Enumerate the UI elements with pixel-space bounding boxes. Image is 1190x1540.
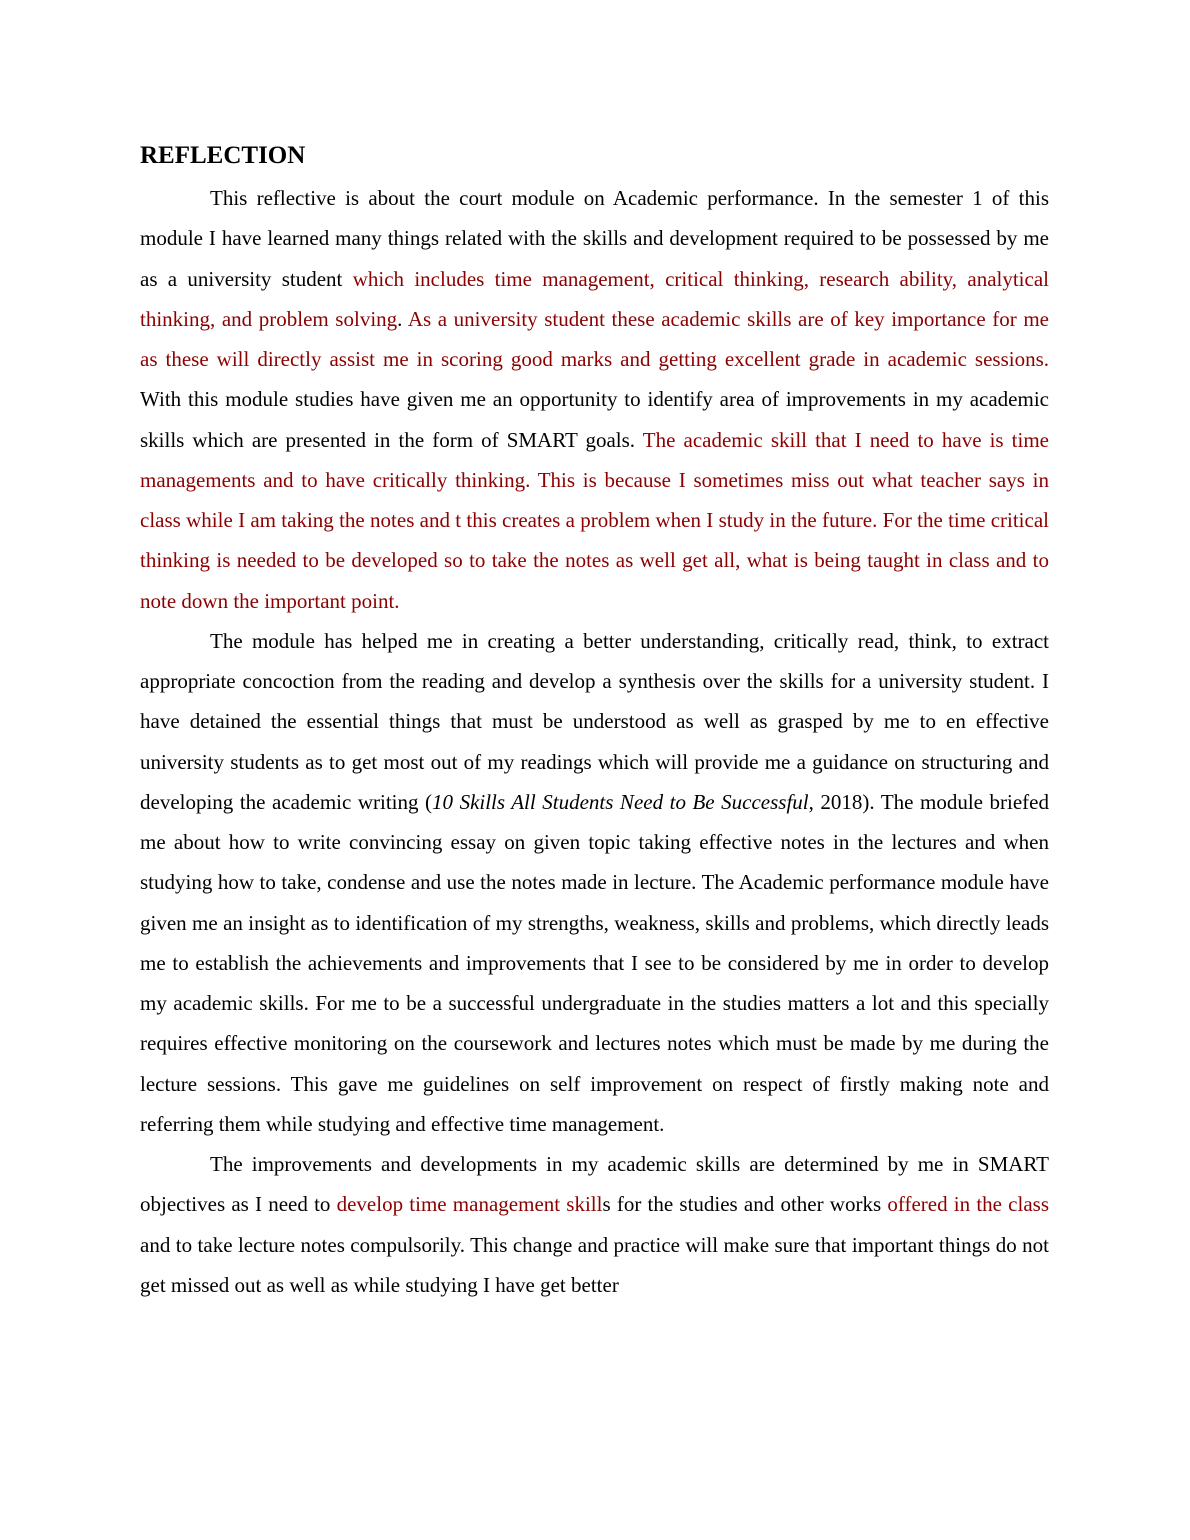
text-run: The improvements and developments in my academic skills are determined by me in SMART objectives as I need to — [140, 1152, 1049, 1217]
text-run: and to take lecture notes compulsorily. This change and practice will make sure that important things do not get missed out as well as while studying I have get better — [140, 1232, 1049, 1297]
highlighted-text-run: which includes time management, critical thinking, research ability, analytical thinking, and problem solving — [140, 266, 1049, 331]
paragraph-2 — [140, 621, 1049, 1144]
text-run: . — [397, 306, 408, 331]
highlighted-text-run: offered in the class — [887, 1192, 1049, 1217]
text-run: The module has helped me in creating a better understanding, critically read, think, to extract appropriate concoction from the reading and develop a synthesis over the skills for a university student. I have detained the essential things that must be understood as well as grasped by me to en effective university students as to get most out of my readings which will provide me a guidance on structuring and developing the academic writing ( — [140, 628, 1049, 814]
paragraph-1 — [140, 178, 1049, 621]
highlighted-text-run: develop time management skill — [336, 1192, 603, 1217]
text-run: With this module studies have given me an opportunity to identify area of improvements in my academic skills which are presented in the form of SMART goals. — [140, 387, 1049, 452]
citation-title: 10 Skills All Students Need to Be Successful — [432, 789, 809, 814]
document-page — [140, 138, 1049, 1305]
highlighted-text-run: As a university student these academic skills are of key importance for me as these will directly assist me in scoring good marks and getting excellent grade in academic sessions. — [140, 306, 1049, 371]
text-run: , 2018). The module briefed me about how to write convincing essay on given topic taking effective notes in the lectures and when studying how to take, condense and use the notes made in lecture. The Academic performance module have given me an insight as to identification of my strengths, weakness, skills and problems, which directly leads me to establish the achievements and improvements that I see to be considered by me in order to develop my academic skills. For me to be a successful undergraduate in the studies matters a lot and this specially requires effective monitoring on the coursework and lectures notes which must be made by me during the lecture sessions. This gave me guidelines on self improvement on respect of firstly making note and referring them while studying and effective time management. — [140, 789, 1049, 1136]
highlighted-text-run: The academic skill that I need to have is time managements and to have critically thinking. This is because I sometimes miss out what teacher says in class while I am taking the notes and t this creates a problem when I study in the future. For the time critical thinking is needed to be developed so to take the notes as well get all, what is being taught in class and to note down the important point. — [140, 427, 1049, 613]
page-title: REFLECTION — [140, 142, 306, 169]
text-run: s for the studies and other works — [602, 1192, 888, 1217]
paragraph-3 — [140, 1144, 1049, 1305]
text-run: This reflective is about the court module on Academic performance. In the semester 1 of this module I have learned many things related with the skills and development required to be possessed by me as a university student — [140, 186, 1049, 291]
